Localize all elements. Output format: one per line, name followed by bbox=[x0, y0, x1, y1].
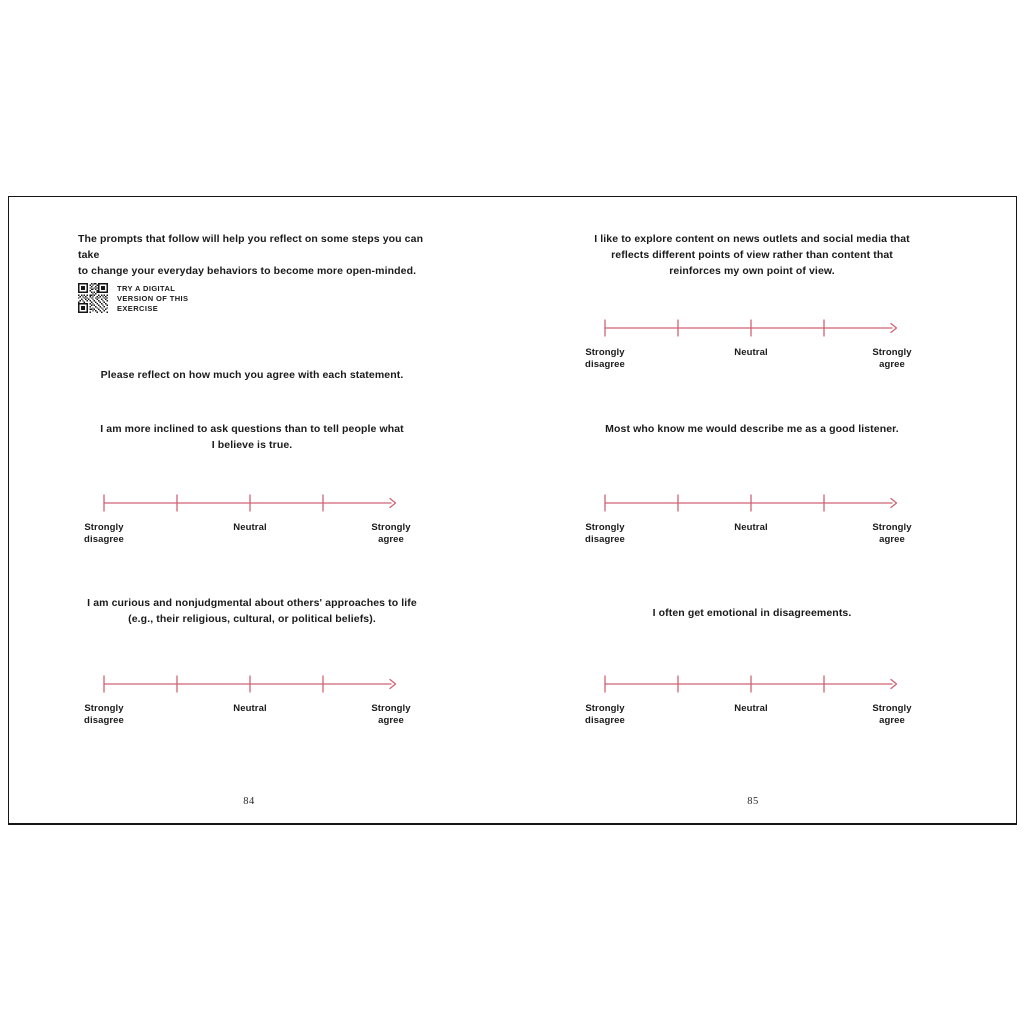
question-3-line-1: I like to explore content on news outlets and social media that bbox=[594, 233, 910, 245]
scale-label-strongly-agree: Strongly agree bbox=[371, 522, 411, 545]
qr-caption-line-2: VERSION OF THIS bbox=[117, 294, 189, 303]
likert-scale-line[interactable] bbox=[603, 673, 899, 695]
likert-scale-q3 bbox=[575, 317, 922, 377]
likert-scale-line[interactable] bbox=[603, 317, 899, 339]
scale-label-strongly-disagree: Strongly disagree bbox=[84, 703, 124, 726]
scale-label-neutral: Neutral bbox=[734, 347, 768, 358]
question-3-line-3: reinforces my own point of view. bbox=[669, 265, 835, 277]
scale-label-strongly-agree: Strongly agree bbox=[371, 703, 411, 726]
qr-code-icon[interactable] bbox=[78, 283, 108, 313]
intro-line-1: The prompts that follow will help you reflect on some steps you can take bbox=[78, 233, 424, 261]
likert-scale-q1 bbox=[74, 492, 421, 552]
question-1-line-1: I am more inclined to ask questions than to tell people what bbox=[100, 423, 404, 435]
question-3 bbox=[557, 231, 947, 279]
likert-scale-q4 bbox=[575, 492, 922, 552]
scale-label-strongly-agree: Strongly agree bbox=[872, 703, 912, 726]
page-number-left: 84 bbox=[243, 796, 255, 807]
likert-scale-line[interactable] bbox=[102, 673, 398, 695]
scale-label-neutral: Neutral bbox=[233, 522, 267, 533]
qr-caption bbox=[117, 284, 188, 314]
scale-label-strongly-disagree: Strongly disagree bbox=[585, 522, 625, 545]
scale-label-strongly-agree: Strongly agree bbox=[872, 347, 912, 370]
qr-caption-line-3: EXERCISE bbox=[117, 304, 159, 313]
scale-label-neutral: Neutral bbox=[233, 703, 267, 714]
question-5: I often get emotional in disagreements. bbox=[652, 607, 852, 619]
scale-label-neutral: Neutral bbox=[734, 703, 768, 714]
page-number-right: 85 bbox=[747, 796, 759, 807]
likert-scale-q5 bbox=[575, 673, 922, 733]
likert-scale-line[interactable] bbox=[102, 492, 398, 514]
question-2-line-2: (e.g., their religious, cultural, or political beliefs). bbox=[128, 613, 376, 625]
instruction-text: Please reflect on how much you agree with each statement. bbox=[100, 369, 404, 381]
question-2 bbox=[57, 595, 447, 627]
scale-label-strongly-disagree: Strongly disagree bbox=[585, 703, 625, 726]
scale-label-strongly-agree: Strongly agree bbox=[872, 522, 912, 545]
scale-label-strongly-disagree: Strongly disagree bbox=[84, 522, 124, 545]
question-3-line-2: reflects different points of view rather than content that bbox=[611, 249, 893, 261]
likert-scale-q2 bbox=[74, 673, 421, 733]
question-1-line-2: I believe is true. bbox=[211, 439, 293, 451]
question-2-line-1: I am curious and nonjudgmental about others' approaches to life bbox=[87, 597, 417, 609]
question-1 bbox=[57, 421, 447, 453]
likert-scale-line[interactable] bbox=[603, 492, 899, 514]
intro-line-2: to change your everyday behaviors to become more open-minded. bbox=[78, 265, 417, 277]
question-4: Most who know me would describe me as a good listener. bbox=[605, 423, 899, 435]
qr-caption-line-1: TRY A DIGITAL bbox=[117, 284, 176, 293]
intro-text bbox=[78, 231, 438, 279]
scale-label-strongly-disagree: Strongly disagree bbox=[585, 347, 625, 370]
qr-block bbox=[78, 283, 278, 315]
scale-label-neutral: Neutral bbox=[734, 522, 768, 533]
